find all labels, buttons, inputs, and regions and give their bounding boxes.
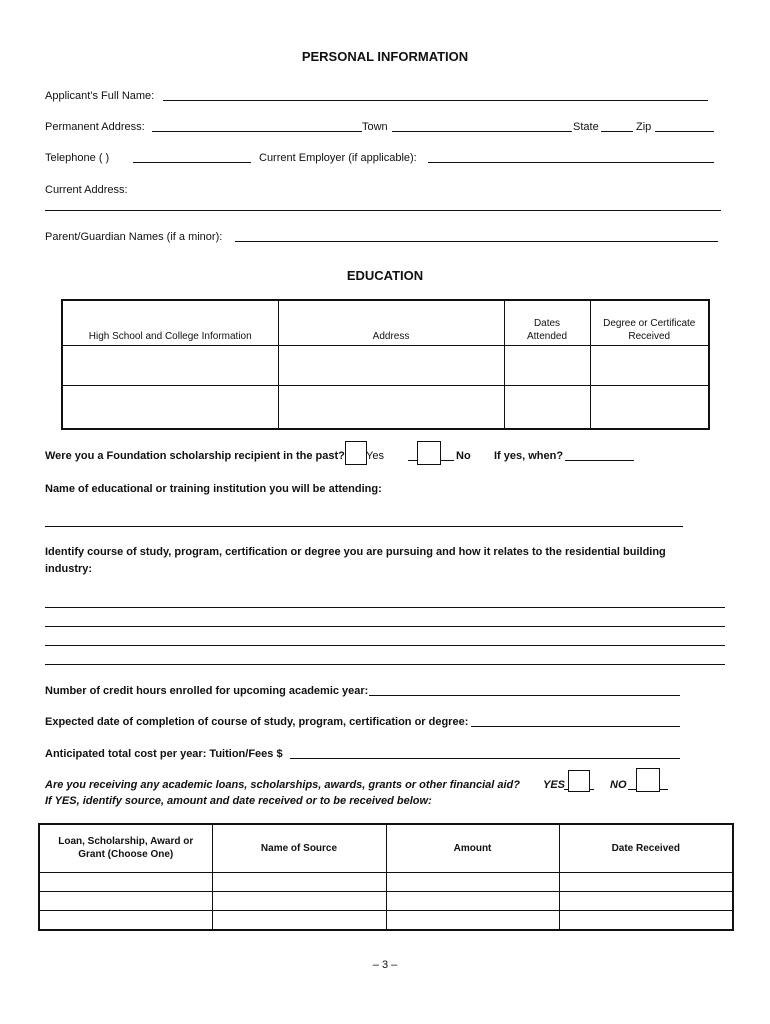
aid-cell[interactable] — [559, 891, 733, 910]
financial-aid-table-header — [39, 824, 733, 872]
permanent-address-field[interactable] — [152, 120, 362, 132]
education-header-dates: Dates Attended — [504, 300, 590, 345]
education-table-header — [62, 300, 709, 345]
table-row — [62, 345, 709, 385]
aid-header-type: Loan, Scholarship, Award or Grant (Choose One) — [39, 824, 212, 872]
credit-hours-label: Number of credit hours enrolled for upcoming academic year: — [45, 685, 369, 697]
aid-cell[interactable] — [559, 910, 733, 930]
permanent-address-label: Permanent Address: — [45, 121, 145, 133]
zip-label: Zip — [636, 121, 652, 133]
state-field[interactable] — [601, 120, 633, 132]
education-header-school: High School and College Information — [62, 300, 278, 345]
education-header-address: Address — [278, 300, 504, 345]
zip-field[interactable] — [655, 120, 714, 132]
aid-header-source: Name of Source — [212, 824, 386, 872]
parent-names-field[interactable] — [235, 230, 718, 242]
full-name-label: Applicant’s Full Name: — [45, 90, 155, 102]
scholarship-question: Were you a Foundation scholarship recipient in the past? — [45, 450, 345, 462]
employer-label: Current Employer (if applicable): — [259, 152, 417, 164]
current-address-field[interactable] — [45, 210, 721, 211]
aid-instruction: If YES, identify source, amount and date received or to be received below: — [45, 795, 432, 807]
aid-cell[interactable] — [386, 891, 559, 910]
aid-cell[interactable] — [212, 910, 386, 930]
course-question-line2: industry: — [45, 563, 93, 575]
aid-cell[interactable] — [39, 891, 212, 910]
total-cost-label: Anticipated total cost per year: Tuition/Fees $ — [45, 748, 283, 760]
aid-cell[interactable] — [212, 891, 386, 910]
course-answer-line[interactable] — [45, 664, 725, 665]
current-address-label: Current Address: — [45, 184, 128, 196]
education-table — [61, 299, 710, 430]
course-answer-line[interactable] — [45, 607, 725, 608]
aid-header-date: Date Received — [559, 824, 733, 872]
education-cell[interactable] — [504, 385, 590, 429]
aid-cell[interactable] — [39, 910, 212, 930]
page-number: – 3 – — [372, 959, 398, 971]
institution-field[interactable] — [45, 526, 683, 527]
institution-question: Name of educational or training institution you will be attending: — [45, 483, 382, 495]
personal-info-heading: PERSONAL INFORMATION — [301, 49, 469, 64]
course-answer-line[interactable] — [45, 626, 725, 627]
aid-no-checkbox[interactable] — [636, 768, 660, 792]
completion-date-field[interactable] — [471, 715, 680, 727]
table-row — [39, 910, 733, 930]
aid-cell[interactable] — [386, 872, 559, 891]
education-header-degree: Degree or Certificate Received — [590, 300, 709, 345]
table-row — [62, 385, 709, 429]
financial-aid-table — [38, 823, 734, 931]
aid-yes-checkbox[interactable] — [568, 770, 590, 792]
aid-cell[interactable] — [212, 872, 386, 891]
parent-names-label: Parent/Guardian Names (if a minor): — [45, 231, 223, 243]
financial-aid-question: Are you receiving any academic loans, scholarships, awards, grants or other financial aid? — [45, 779, 520, 791]
education-cell[interactable] — [62, 345, 278, 385]
if-yes-when-label: If yes, when? — [494, 450, 564, 462]
telephone-label: Telephone ( ) — [45, 152, 110, 164]
education-heading: EDUCATION — [346, 268, 424, 283]
education-cell[interactable] — [278, 385, 504, 429]
aid-no-label: NO — [610, 779, 627, 791]
if-yes-when-field[interactable] — [565, 449, 634, 461]
education-cell[interactable] — [590, 345, 709, 385]
completion-date-label: Expected date of completion of course of study, program, certification or degree: — [45, 716, 469, 728]
education-cell[interactable] — [278, 345, 504, 385]
total-cost-field[interactable] — [290, 747, 680, 759]
education-cell[interactable] — [504, 345, 590, 385]
education-cell[interactable] — [62, 385, 278, 429]
town-label: Town — [362, 121, 388, 133]
table-row — [39, 872, 733, 891]
aid-header-amount: Amount — [386, 824, 559, 872]
scholarship-yes-checkbox[interactable] — [345, 441, 367, 465]
table-row — [39, 891, 733, 910]
full-name-field[interactable] — [163, 89, 708, 101]
scholarship-no-checkbox[interactable] — [417, 441, 441, 465]
aid-cell[interactable] — [39, 872, 212, 891]
scholarship-yes-label: Yes — [366, 450, 384, 462]
state-label: State — [573, 121, 599, 133]
credit-hours-field[interactable] — [369, 684, 680, 696]
aid-cell[interactable] — [386, 910, 559, 930]
aid-cell[interactable] — [559, 872, 733, 891]
aid-yes-label: YES — [543, 779, 566, 791]
course-question-line1: Identify course of study, program, certification or degree you are pursuing and how it relates to the residential building — [45, 546, 666, 558]
employer-field[interactable] — [428, 151, 714, 163]
scholarship-no-label: No — [456, 450, 471, 462]
course-answer-line[interactable] — [45, 645, 725, 646]
education-cell[interactable] — [590, 385, 709, 429]
town-field[interactable] — [392, 120, 572, 132]
telephone-field[interactable] — [133, 151, 251, 163]
